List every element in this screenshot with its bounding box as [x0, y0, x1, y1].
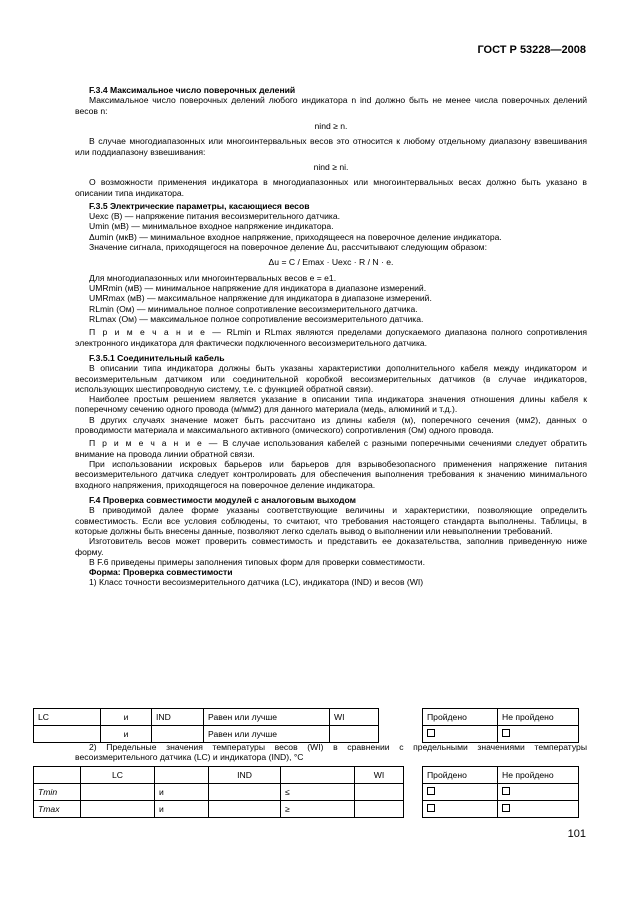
table-1-accuracy — [33, 708, 379, 743]
pass-checkbox[interactable] — [427, 729, 435, 737]
table-cell: WI — [355, 767, 404, 784]
fail-checkbox[interactable] — [502, 787, 510, 795]
f35-def-rlmax: RLmax (Ом) — максимальное полное сопротивление весоизмерительного датчика. — [89, 313, 424, 324]
table-row — [423, 801, 579, 818]
result-fail-cell — [498, 726, 579, 743]
table-row — [34, 767, 404, 784]
f35-note-label: П р и м е ч а н и е — — [89, 327, 223, 338]
table-cell: ≥ — [281, 801, 355, 818]
table-cell: Равен или лучше — [204, 709, 330, 726]
form-item-1: 1) Класс точности весоизмерительного датчика (LC), индикатора (IND) и весов (WI) — [89, 577, 424, 588]
f35-def-dumin: Δumin (мкВ) — минимальное входное напряжение, приходящееся на поверочное деление индикатора. — [89, 231, 502, 242]
table-cell: IND — [152, 709, 204, 726]
table-1-result — [422, 708, 579, 743]
table-cell — [209, 801, 281, 818]
f35-def-umrmin: UMRmin (мВ) — минимальное напряжение для индикатора в диапазоне измерений. — [89, 283, 427, 293]
f35-def-rlmin: RLmin (Ом) — минимальное полное сопротивление весоизмерительного датчика. — [89, 303, 418, 314]
section-f35-title: F.3.5 Электрические параметры, касающиеся весов — [89, 200, 310, 211]
table-cell — [155, 767, 209, 784]
table-cell: и — [101, 726, 152, 743]
table-2-temperature — [33, 766, 404, 818]
f351-note-label: П р и м е ч а н и е — — [89, 438, 219, 449]
result-pass-cell — [423, 801, 498, 818]
result-pass-cell — [423, 726, 498, 743]
table-cell — [34, 767, 81, 784]
f4-paragraph-1: В приводимой далее форме указаны соответствующие величины и характеристики, позволяющие определить совместимость. Если все условия соблюдены, то считают, что требования настоящего стандарта выполнены. Таблицы, в которые должны быть внесены данные, позволяют легко сделать вывод о выполнении или невыполнении требований. — [75, 505, 587, 536]
section-f351-title: F.3.5.1 Соединительный кабель — [89, 352, 225, 363]
table-cell — [209, 784, 281, 801]
page-body — [75, 82, 587, 588]
tmin-label: Tmin — [34, 784, 81, 801]
table-cell — [152, 726, 204, 743]
result-fail-cell — [498, 801, 579, 818]
result-fail-header: Не пройдено — [498, 767, 579, 784]
table-cell — [355, 801, 404, 818]
f35-note-text: RLmin и RLmax являются пределами допускаемого диапазона полного сопротивления электронного индикатора для фактически подключенного весоизмерительного датчика. — [75, 327, 587, 348]
f351-paragraph-3: В других случаях значение может быть рассчитано из длины кабеля (м), поперечного сечения (мм2), данных о проводимости материала и максимального активного (омического) сопротивления (Ом) одного провода. — [75, 414, 587, 436]
f351-paragraph-1: В описании типа индикатора должны быть указаны характеристики дополнительного кабеля между индикатором и весоизмерительным датчиком или соединительной коробкой весоизмерительных датчиков (в случае индикаторов, использующих шестипроводную систему, т.е. с функцией обратной связи). — [75, 363, 587, 394]
f34-paragraph-1: Максимальное число поверочных делений любого индикатора n ind должно быть не менее числа поверочных делений весов n: — [75, 95, 587, 116]
f351-paragraph-4: При использовании искровых барьеров или барьеров для взрывобезопасного применения напряжение питания весоизмерительного датчика следует контролировать для обеспечения выполнения требования к значению минимального входного напряжения, приходящегося на поверочное деление индикатора. — [75, 459, 587, 490]
table-cell: ≤ — [281, 784, 355, 801]
table-cell: и — [155, 801, 209, 818]
table-cell: WI — [330, 709, 379, 726]
section-f34-title: F.3.4 Максимальное число поверочных делений — [89, 85, 296, 95]
table-row — [34, 709, 379, 726]
form-title: Форма: Проверка совместимости — [89, 567, 233, 578]
f35-def-umrmax: UMRmax (мВ) — максимальное напряжение для индикатора в диапазоне измерений. — [89, 293, 432, 304]
document-code: ГОСТ Р 53228—2008 — [477, 44, 586, 56]
form-item-2: 2) Предельные значения температуры весов (WI) в сравнении с предельными значениями температуры весоизмерительного датчика (LC) и индикатора (IND), °C — [75, 742, 587, 763]
f351-note — [75, 438, 587, 459]
table-row — [423, 726, 579, 743]
table-row — [34, 801, 404, 818]
f35-def-umin: Umin (мВ) — минимальное входное напряжение индикатора. — [89, 221, 334, 232]
table-row — [423, 767, 579, 784]
table-cell — [281, 767, 355, 784]
table-cell: Равен или лучше — [204, 726, 330, 743]
tmax-label: Tmax — [34, 801, 81, 818]
f34-formula-1: nind ≥ n. — [314, 120, 348, 131]
result-fail-header: Не пройдено — [498, 709, 579, 726]
table-cell — [81, 801, 155, 818]
table-cell — [34, 726, 101, 743]
table-row — [423, 709, 579, 726]
page-number: 101 — [567, 828, 586, 840]
f351-paragraph-2: Наиболее простым решением является указание в описании типа индикатора значения отношения длины кабеля к поперечному сечению одного провода (м/мм2) для данного материала (медь, алюминий и т.д.). — [75, 394, 587, 415]
result-fail-cell — [498, 784, 579, 801]
table-cell — [330, 726, 379, 743]
fail-checkbox[interactable] — [502, 804, 510, 812]
f35-note — [75, 327, 587, 348]
result-pass-header: Пройдено — [423, 709, 498, 726]
table-cell — [355, 784, 404, 801]
table-cell: IND — [209, 767, 281, 784]
section-f4-title: F.4 Проверка совместимости модулей с аналоговым выходом — [89, 494, 356, 505]
f4-paragraph-3: В F.6 приведены примеры заполнения типовых форм для проверки совместимости. — [89, 556, 425, 567]
f34-paragraph-2: В случае многодиапазонных или многоинтервальных весов это относится к любому отдельному диапазону взвешивания или поддиапазону взвешивания: — [75, 136, 587, 157]
fail-checkbox[interactable] — [502, 729, 510, 737]
table-row — [423, 784, 579, 801]
table-cell: и — [101, 709, 152, 726]
table-cell: и — [155, 784, 209, 801]
f351-note-text: В случае использования кабелей с разными поперечными сечениями следует обратить внимание на провода линии обратной связи. — [75, 438, 587, 459]
f35-def-signal: Значение сигнала, приходящегося на поверочное деление Δu, рассчитывают следующим образом: — [89, 242, 487, 253]
result-pass-cell — [423, 784, 498, 801]
f34-formula-2: nind ≥ ni. — [313, 161, 349, 172]
f35-def-multirange: Для многодиапазонных или многоинтервальных весов e = e1. — [89, 272, 337, 283]
pass-checkbox[interactable] — [427, 787, 435, 795]
f35-def-uexc: Uexc (В) — напряжение питания весоизмерительного датчика. — [89, 211, 341, 222]
result-pass-header: Пройдено — [423, 767, 498, 784]
f35-formula: Δu = C / Emax · Uexc · R / N · e. — [268, 257, 394, 268]
table-cell — [81, 784, 155, 801]
f4-paragraph-2: Изготовитель весов может проверить совместимость и представить ее доказательства, заполнив приведенную ниже форму. — [75, 536, 587, 557]
pass-checkbox[interactable] — [427, 804, 435, 812]
table-row — [34, 784, 404, 801]
f34-paragraph-3: О возможности применения индикатора в многодиапазонных или многоинтервальных весах должно быть указано в описании типа индикатора. — [75, 177, 587, 198]
table-cell: LC — [34, 709, 101, 726]
table-cell: LC — [81, 767, 155, 784]
table-row — [34, 726, 379, 743]
table-2-result — [422, 766, 579, 818]
